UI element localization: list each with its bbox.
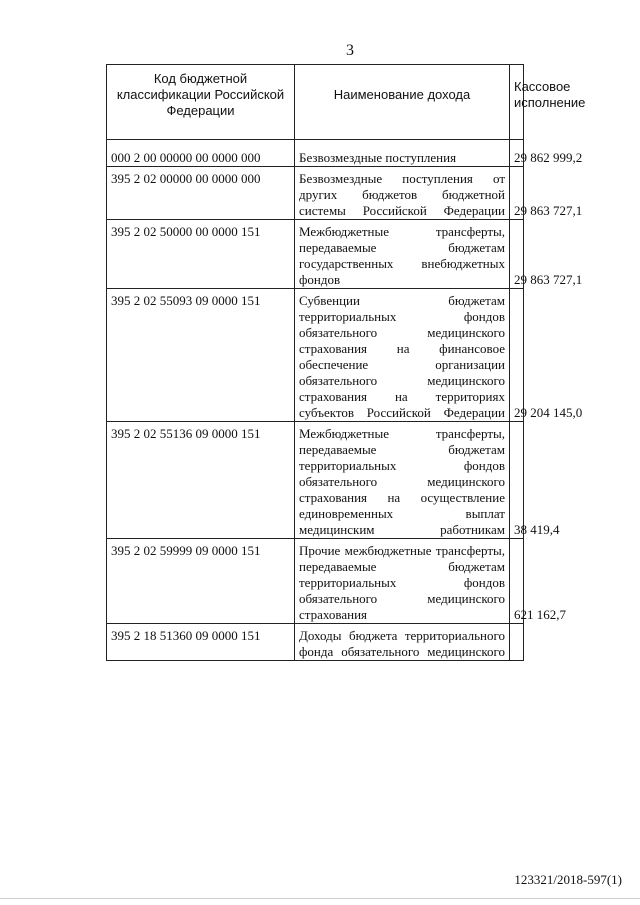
- row-amount: [510, 624, 524, 661]
- row-name: Межбюджетные трансферты, передаваемые бюджетам государственных внебюджетных фондов: [295, 220, 510, 289]
- row-code: 395 2 02 55136 09 0000 151: [107, 422, 295, 539]
- row-code: 395 2 02 00000 00 0000 000: [107, 167, 295, 220]
- row-code: 395 2 02 59999 09 0000 151: [107, 539, 295, 624]
- row-name: Безвозмездные поступления: [295, 140, 510, 167]
- row-amount: 621 162,7: [510, 539, 524, 624]
- table-row: [107, 539, 524, 624]
- scan-edge-line: [0, 898, 640, 899]
- row-code: 395 2 18 51360 09 0000 151: [107, 624, 295, 661]
- row-name: Прочие межбюджетные трансферты, передаваемые бюджетам территориальных фондов обязательного медицинского страхования: [295, 539, 510, 624]
- row-name: Безвозмездные поступления от других бюджетов бюджетной системы Российской Федерации: [295, 167, 510, 220]
- page-number: 3: [346, 42, 354, 59]
- table-row: [107, 624, 524, 661]
- row-code: 395 2 02 50000 00 0000 151: [107, 220, 295, 289]
- row-amount: 29 862 999,2: [510, 140, 524, 167]
- header-name: Наименование дохода: [295, 65, 510, 126]
- row-code: 000 2 00 00000 00 0000 000: [107, 140, 295, 167]
- row-amount: 29 863 727,1: [510, 167, 524, 220]
- table-row: [107, 167, 524, 220]
- header-amount: Кассовое исполнение: [510, 65, 524, 126]
- row-amount: 29 863 727,1: [510, 220, 524, 289]
- header-code: Код бюджетной классификации Российской Федерации: [107, 65, 295, 126]
- row-amount: 29 204 145,0: [510, 289, 524, 422]
- header-spacer-row: [107, 125, 524, 140]
- document-number: 123321/2018-597(1): [514, 872, 622, 887]
- table-row: [107, 422, 524, 539]
- row-name: Субвенции бюджетам территориальных фондов обязательного медицинского страхования на финансовое обеспечение организации обязательного медицинского страхования на территориях субъектов Российской Федерации: [295, 289, 510, 422]
- table-header: [107, 65, 586, 126]
- row-amount: 38 419,4: [510, 422, 524, 539]
- row-name: Межбюджетные трансферты, передаваемые бюджетам территориальных фондов обязательного медицинского страхования на осуществление единовременных выплат медицинским работникам: [295, 422, 510, 539]
- row-name: Доходы бюджета территориального фонда обязательного медицинского: [295, 624, 510, 661]
- revenue-table: [106, 64, 586, 661]
- table-row: [107, 289, 524, 422]
- row-code: 395 2 02 55093 09 0000 151: [107, 289, 295, 422]
- table-row: [107, 140, 524, 167]
- table-row: [107, 220, 524, 289]
